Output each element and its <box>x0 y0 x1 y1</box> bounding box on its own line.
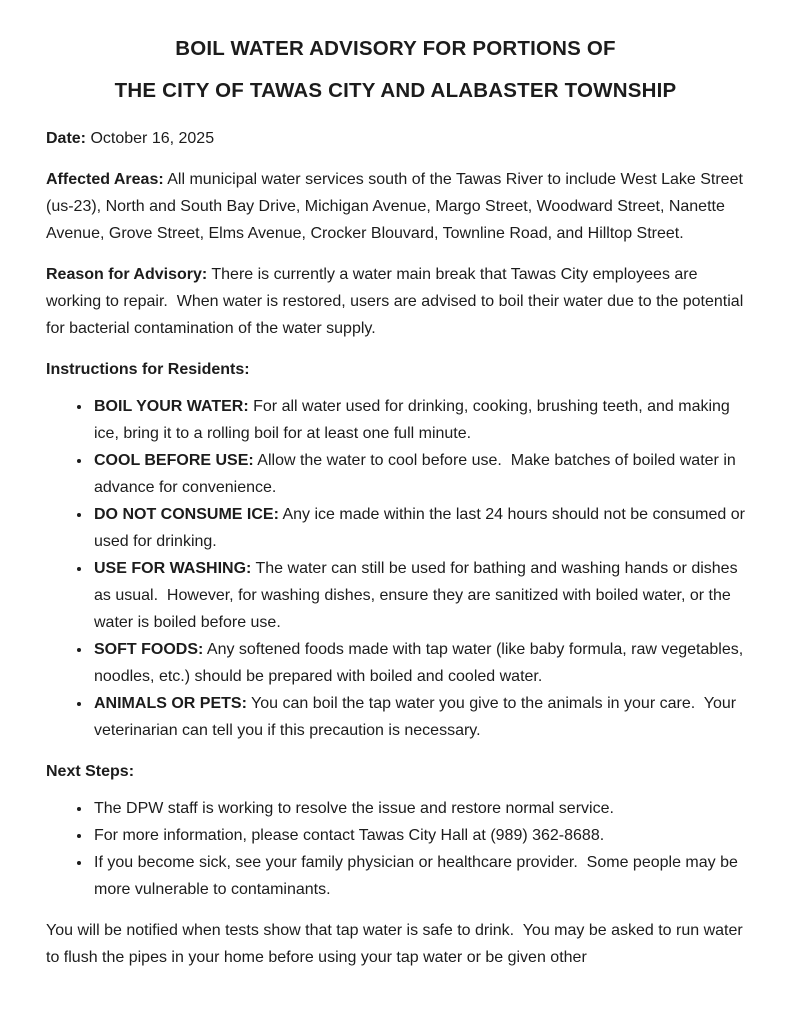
bullet-text: You can boil the tap water you give to the animals in your care. Your veterinarian can tell you if this precaution is necessary. <box>94 695 741 740</box>
list-item <box>92 555 745 636</box>
bullet-text: Allow the water to cool before use. Make batches of boiled water in advance for convenience. <box>94 452 741 497</box>
bullet-lead: BOIL YOUR WATER: <box>94 398 249 416</box>
bullet-text: Any ice made within the last 24 hours should not be consumed or used for drinking. <box>94 506 750 551</box>
closing-paragraph: You will be notified when tests show that tap water is safe to drink. You may be asked to run water to flush the pipes in your home before using your tap water or be given other <box>46 922 748 967</box>
bullet-text: The water can still be used for bathing and washing hands or dishes as usual. However, for washing dishes, ensure they are sanitized with boiled water, or the water is boiled before use. <box>94 560 743 632</box>
date-value: October 16, 2025 <box>86 130 215 148</box>
document-title <box>46 36 745 103</box>
affected-areas-label: Affected Areas: <box>46 171 164 189</box>
next-steps-list <box>46 795 745 903</box>
list-item <box>92 636 748 690</box>
reason-label: Reason for Advisory: <box>46 266 208 284</box>
bullet-lead: DO NOT CONSUME ICE: <box>94 506 279 524</box>
bullet-text: For all water used for drinking, cooking, brushing teeth, and making ice, bring it to a rolling boil for at least one full minute. <box>94 398 735 443</box>
affected-areas-text: All municipal water services south of the Tawas River to include West Lake Street (us-23), North and South Bay Drive, Michigan Avenue, Margo Street, Woodward Street, Nanette Avenue, Grove Street, Elms Avenue, Crocker Blouvard, Townline Road, and Hilltop Street. <box>46 171 748 243</box>
reason-text: There is currently a water main break that Tawas City employees are working to repair. When water is restored, users are advised to boil their water due to the potential for bacterial contamination of the water supply. <box>46 266 748 338</box>
list-item: • The DPW staff is working to resolve the issue and restore normal service. <box>92 795 745 822</box>
bullet-lead: SOFT FOODS: <box>94 641 204 659</box>
instructions-heading: Instructions for Residents: <box>46 361 250 379</box>
list-item <box>92 447 745 501</box>
bullet-lead: USE FOR WASHING: <box>94 560 252 578</box>
instructions-list <box>46 393 750 744</box>
next-steps-heading: Next Steps: <box>46 763 135 781</box>
title-line-1: BOIL WATER ADVISORY FOR PORTIONS OF <box>175 37 616 60</box>
affected-areas-paragraph <box>46 166 748 247</box>
date-paragraph <box>46 125 745 152</box>
bullet-lead: COOL BEFORE USE: <box>94 452 254 470</box>
title-line-2: THE CITY OF TAWAS CITY AND ALABASTER TOWNSHIP <box>114 78 677 102</box>
list-item: • If you become sick, see your family physician or healthcare provider. Some people may be more vulnerable to contaminants. <box>92 849 745 903</box>
list-item <box>92 690 745 744</box>
list-item <box>92 393 745 447</box>
reason-paragraph <box>46 261 748 342</box>
bullet-lead: ANIMALS OR PETS: <box>94 695 247 713</box>
bullet-text: Any softened foods made with tap water (like baby formula, raw vegetables, noodles, etc.) should be prepared with boiled and cooled water. <box>94 641 748 686</box>
list-item: • For more information, please contact Tawas City Hall at (989) 362-8688. <box>92 822 745 849</box>
date-label: Date: <box>46 130 87 148</box>
list-item <box>92 501 750 555</box>
